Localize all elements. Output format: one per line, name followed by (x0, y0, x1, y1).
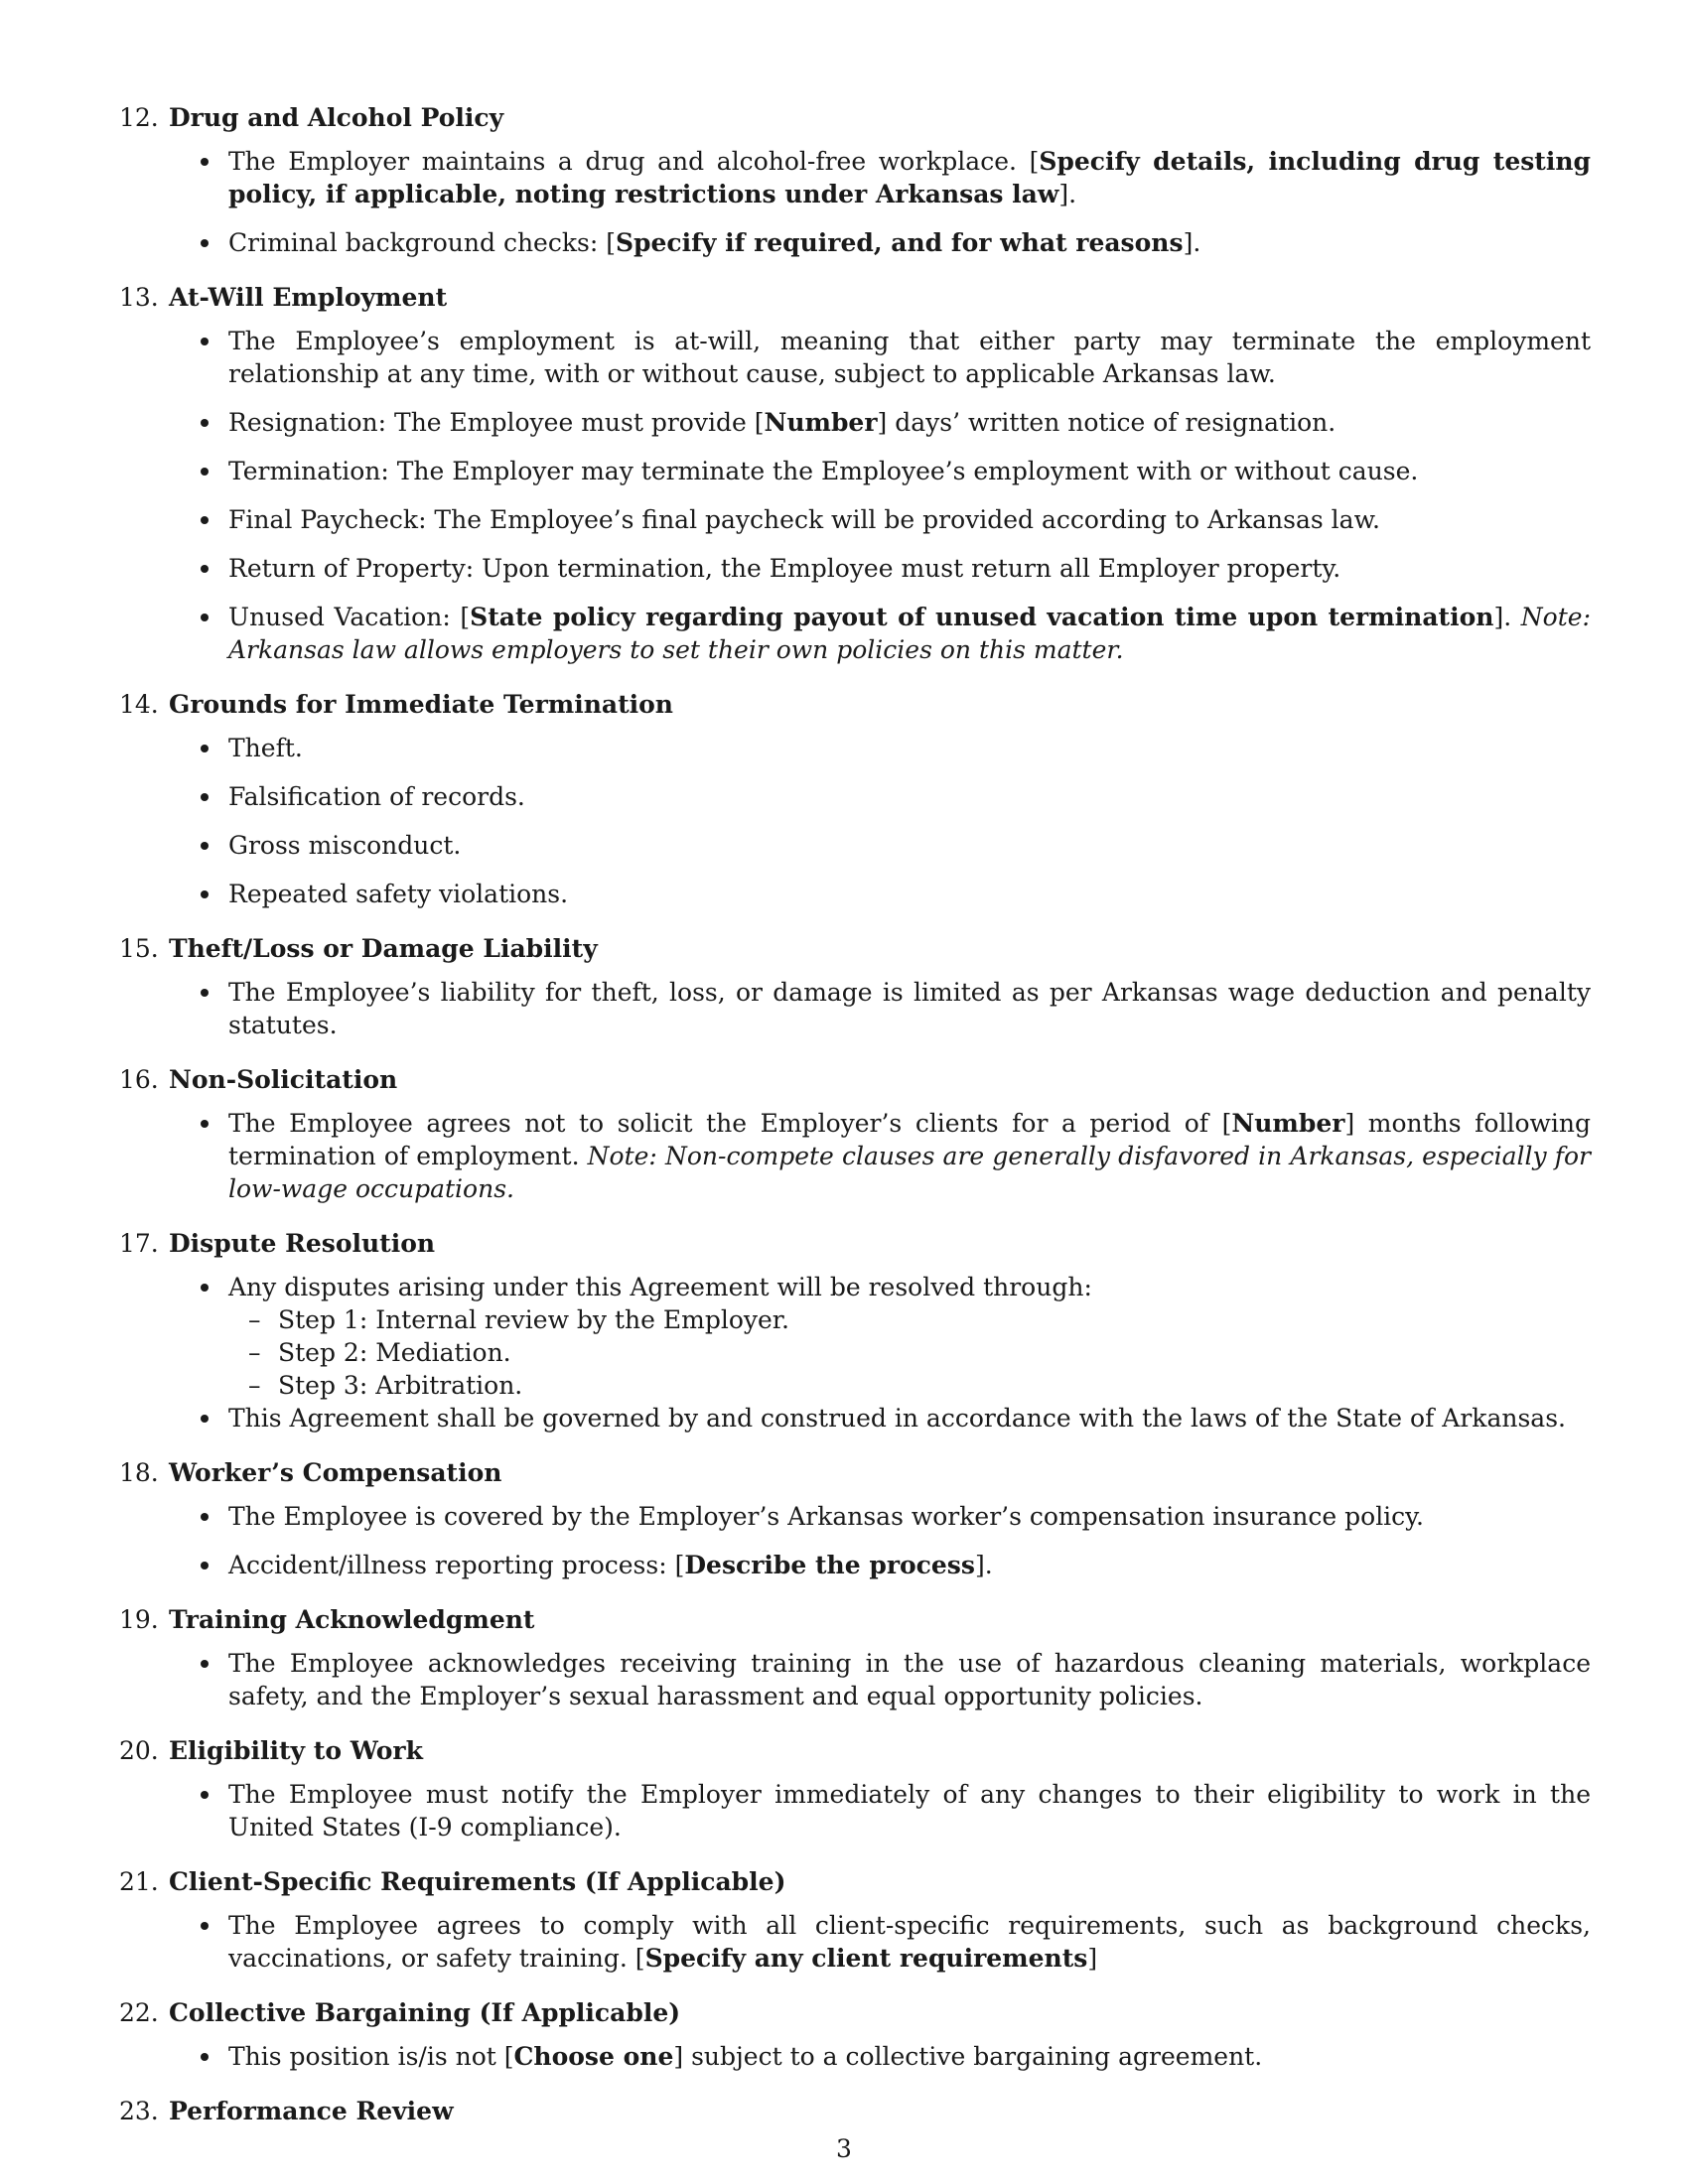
section-heading (119, 1057, 1591, 1107)
item-text: Final Paycheck: The Employee’s final paycheck will be provided according to Arkansas law. (228, 505, 1380, 534)
bullet-icon (201, 1284, 209, 1292)
section-heading (119, 1221, 1591, 1271)
section-12 (119, 95, 1591, 259)
item-text: days’ written notice of resignation. (887, 408, 1336, 437)
item-text: Gross misconduct. (228, 831, 462, 860)
section-heading (119, 95, 1591, 145)
list-item: The Employee agrees not to solicit the Employer’s clients for a period of [Number] months following termination of employment. Note: Non-compete clauses are generally disfavored in Arkansas, especially for low-wage occupations. (169, 1107, 1591, 1205)
placeholder-text: Number (1231, 1109, 1345, 1138)
bullet-icon (201, 468, 209, 476)
section-title: Grounds for Immediate Termination (169, 690, 673, 719)
section-number: 18. (119, 1458, 159, 1487)
bullet-list (169, 1778, 1591, 1843)
placeholder-text: Specify any client requirements (644, 1944, 1088, 1973)
bullet-list (169, 1107, 1591, 1205)
bullet-list (169, 145, 1591, 259)
list-item (169, 829, 1591, 862)
bullet-icon (201, 1120, 209, 1128)
bullet-icon (201, 1922, 209, 1930)
item-text: Falsification of records. (228, 782, 525, 811)
item-text: The Employee is covered by the Employer’s Arkansas worker’s compensation insurance policy. (228, 1502, 1424, 1531)
list-item (169, 455, 1591, 487)
section-title: Training Acknowledgment (169, 1605, 535, 1634)
bullet-icon (201, 793, 209, 801)
bullet-icon (201, 158, 209, 166)
section-title: Drug and Alcohol Policy (169, 103, 504, 132)
bullet-icon (201, 1513, 209, 1521)
bullet-icon (201, 614, 209, 621)
section-heading (119, 1859, 1591, 1909)
section-number: 22. (119, 1998, 159, 2027)
bullet-icon (201, 1415, 209, 1423)
dash-icon: – (248, 1305, 261, 1334)
section-18 (119, 1450, 1591, 1581)
item-text: The Employee acknowledges receiving training in the use of hazardous cleaning materials, workplace safety, and the Employer’s sexual harassment and equal opportunity policies. (228, 1649, 1591, 1710)
section-title: Collective Bargaining (If Applicable) (169, 1998, 681, 2027)
sub-list-item (228, 1369, 1591, 1402)
section-title: Worker’s Compensation (169, 1458, 502, 1487)
section-heading (119, 1597, 1591, 1647)
sub-item-text: Step 2: Mediation. (278, 1338, 511, 1367)
item-text: Repeated safety violations. (228, 880, 569, 908)
sub-item-text: Step 3: Arbitration. (278, 1371, 523, 1400)
section-title: Client-Specific Requirements (If Applicable) (169, 1867, 786, 1896)
section-title: Theft/Loss or Damage Liability (169, 934, 598, 963)
list-item: Criminal background checks: [Specify if required, and for what reasons]. (169, 226, 1591, 259)
section-16 (119, 1057, 1591, 1205)
placeholder-text: Specify details, including drug testing policy, if applicable, noting restrictions under Arkansas law (228, 147, 1591, 208)
item-text: The Employee’s employment is at-will, meaning that either party may terminate the employment relationship at any time, with or without cause, subject to applicable Arkansas law. (228, 327, 1591, 388)
section-title: At-Will Employment (169, 283, 448, 312)
list-item (169, 732, 1591, 764)
bullet-list (169, 1500, 1591, 1581)
bullet-icon (201, 1562, 209, 1570)
section-heading (119, 682, 1591, 732)
list-item (169, 878, 1591, 910)
list-item (169, 325, 1591, 390)
list-item (169, 1778, 1591, 1843)
list-item: Unused Vacation: [State policy regarding payout of unused vacation time upon termination]. Note: Arkansas law allows employers to set their own policies on this matter. (169, 601, 1591, 666)
dash-icon: – (248, 1338, 261, 1367)
section-number: 12. (119, 103, 159, 132)
item-text: Accident/illness reporting process: (228, 1551, 675, 1579)
bullet-list (169, 1909, 1591, 1975)
section-number: 19. (119, 1605, 159, 1634)
section-number: 17. (119, 1229, 159, 1258)
bullet-icon (201, 989, 209, 997)
bullet-icon (201, 1791, 209, 1799)
section-heading (119, 1728, 1591, 1778)
bullet-icon (201, 338, 209, 345)
bullet-list (169, 2040, 1591, 2073)
section-title: Non-Solicitation (169, 1065, 398, 1094)
note-text: Note: Arkansas law allows employers to set their own policies on this matter. (228, 603, 1591, 664)
item-text: The Employee agrees to comply with all client-specific requirements, such as background checks, vaccinations, or safety training. (228, 1911, 1591, 1973)
list-item: Accident/illness reporting process: [Describe the process]. (169, 1549, 1591, 1581)
item-text: This Agreement shall be governed by and construed in accordance with the laws of the State of Arkansas. (228, 1404, 1566, 1433)
list-item (169, 976, 1591, 1041)
bullet-icon (201, 2053, 209, 2061)
placeholder-text: State policy regarding payout of unused vacation time upon termination (470, 603, 1494, 631)
sub-list-item (228, 1336, 1591, 1369)
bullet-icon (201, 842, 209, 850)
item-text: subject to a collective bargaining agreement. (683, 2042, 1263, 2071)
item-text: The Employee’s liability for theft, loss, or damage is limited as per Arkansas wage deduction and penalty statutes. (228, 978, 1591, 1039)
list-item (169, 1500, 1591, 1533)
item-text: The Employer maintains a drug and alcohol-free workplace. (228, 147, 1030, 176)
section-heading (119, 1450, 1591, 1500)
page-content (119, 95, 1591, 2138)
section-22 (119, 1990, 1591, 2073)
bullet-icon (201, 239, 209, 247)
section-heading (119, 926, 1591, 976)
item-text: Unused Vacation: (228, 603, 461, 631)
bullet-list (169, 1647, 1591, 1712)
section-title: Dispute Resolution (169, 1229, 436, 1258)
list-item (169, 503, 1591, 536)
list-item: Resignation: The Employee must provide [Number] days’ written notice of resignation. (169, 406, 1591, 439)
bullet-list (169, 976, 1591, 1041)
list-item (169, 1647, 1591, 1712)
bullet-icon (201, 565, 209, 573)
section-15 (119, 926, 1591, 1041)
bullet-icon (201, 890, 209, 898)
sub-list-item (228, 1303, 1591, 1336)
placeholder-text: Describe the process (684, 1551, 975, 1579)
note-text: Note: Non-compete clauses are generally disfavored in Arkansas, especially for low-wage occupations. (228, 1142, 1592, 1203)
section-heading (119, 275, 1591, 325)
section-heading (119, 1990, 1591, 2040)
section-title: Eligibility to Work (169, 1736, 423, 1765)
list-item (169, 1271, 1591, 1402)
bullet-icon (201, 516, 209, 524)
section-23 (119, 2089, 1591, 2138)
sub-item-text: Step 1: Internal review by the Employer. (278, 1305, 789, 1334)
item-text: months following termination of employment. (228, 1109, 1591, 1170)
item-text: Criminal background checks: (228, 228, 607, 257)
item-text: This position is/is not (228, 2042, 504, 2071)
section-number: 14. (119, 690, 159, 719)
section-number: 15. (119, 934, 159, 963)
section-number: 16. (119, 1065, 159, 1094)
item-text: Theft. (228, 734, 303, 762)
section-17 (119, 1221, 1591, 1434)
item-text: Return of Property: Upon termination, the Employee must return all Employer property. (228, 554, 1341, 583)
section-14 (119, 682, 1591, 910)
page-number: 3 (836, 2134, 852, 2163)
item-text: Any disputes arising under this Agreement will be resolved through: (228, 1273, 1092, 1301)
section-13 (119, 275, 1591, 666)
section-21 (119, 1859, 1591, 1975)
sub-list (228, 1303, 1591, 1402)
section-19 (119, 1597, 1591, 1712)
list-item: The Employer maintains a drug and alcohol-free workplace. [Specify details, including drug testing policy, if applicable, noting restrictions under Arkansas law]. (169, 145, 1591, 210)
list-item (169, 552, 1591, 585)
list-item: This position is/is not [Choose one] subject to a collective bargaining agreement. (169, 2040, 1591, 2073)
section-number: 20. (119, 1736, 159, 1765)
bullet-list (169, 325, 1591, 666)
item-text: Resignation: The Employee must provide (228, 408, 755, 437)
bullet-list (169, 1271, 1591, 1434)
list-item (169, 780, 1591, 813)
placeholder-text: Number (764, 408, 878, 437)
section-title: Performance Review (169, 2097, 454, 2125)
bullet-icon (201, 1660, 209, 1668)
bullet-list (169, 732, 1591, 910)
item-text: The Employee agrees not to solicit the Employer’s clients for a period of (228, 1109, 1222, 1138)
bullet-icon (201, 745, 209, 752)
section-number: 21. (119, 1867, 159, 1896)
list-item (169, 1402, 1591, 1434)
section-number: 23. (119, 2097, 159, 2125)
section-number: 13. (119, 283, 159, 312)
list-item: The Employee agrees to comply with all client-specific requirements, such as background checks, vaccinations, or safety training. [Specify any client requirements] (169, 1909, 1591, 1975)
item-text: Termination: The Employer may terminate the Employee’s employment with or without cause. (228, 457, 1419, 485)
item-text: The Employee must notify the Employer immediately of any changes to their eligibility to work in the United States (I-9 compliance). (228, 1780, 1591, 1842)
placeholder-text: Specify if required, and for what reasons (615, 228, 1184, 257)
dash-icon: – (248, 1371, 261, 1400)
placeholder-text: Choose one (513, 2042, 674, 2071)
section-20 (119, 1728, 1591, 1843)
section-heading (119, 2089, 1591, 2138)
bullet-icon (201, 419, 209, 427)
